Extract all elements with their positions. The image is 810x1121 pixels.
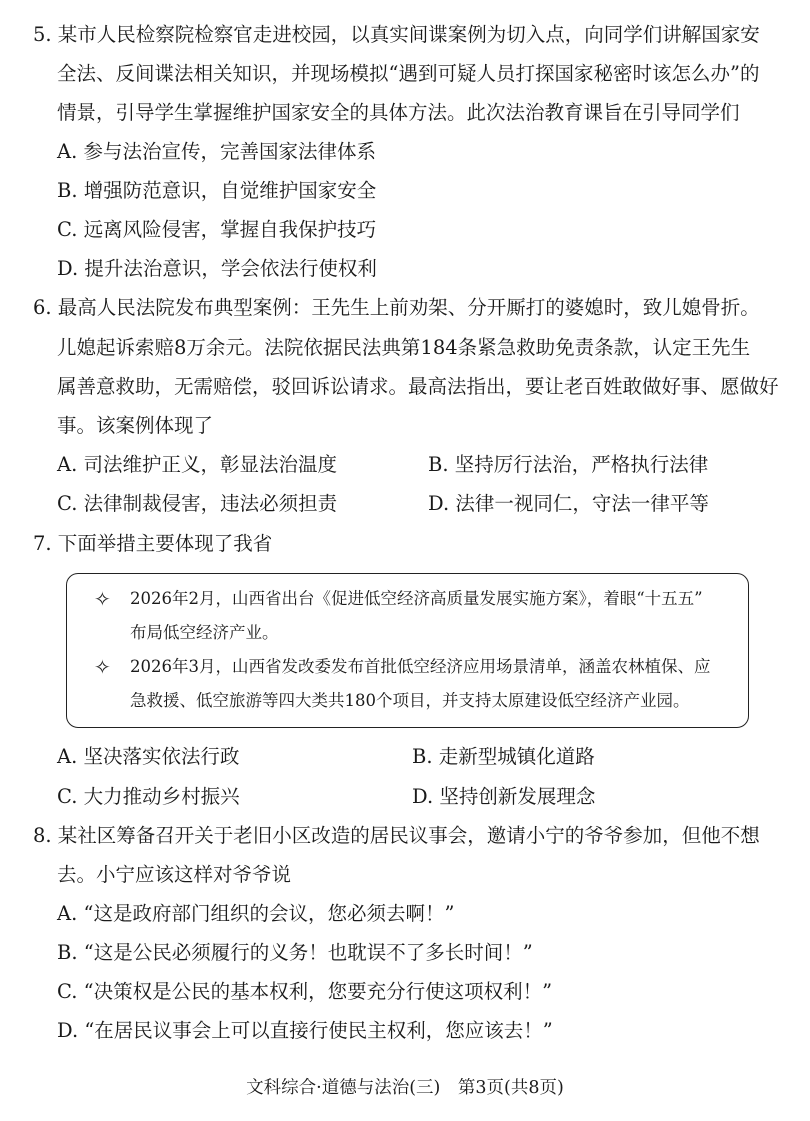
q7-option-d: D. 坚持创新发展理念 (412, 785, 596, 808)
q7-box-item-2-line-2: 急救援、低空旅游等四大类共180个项目，并支持太原建设低空经济产业园。 (130, 691, 690, 710)
q8-stem-line-2: 去。小宁应该这样对爷爷说 (57, 863, 292, 886)
q7-stem: 7. 下面举措主要体现了我省 (33, 532, 273, 555)
q8-option-a: A. “这是政府部门组织的会议，您必须去啊！” (57, 902, 455, 925)
q8-option-b: B. “这是公民必须履行的义务！也耽误不了多长时间！” (57, 941, 533, 964)
q8-option-c: C. “决策权是公民的基本权利，您要充分行使这项权利！” (57, 980, 553, 1003)
q7-option-a: A. 坚决落实依法行政 (57, 745, 240, 768)
q6-stem-line-4: 事。该案例体现了 (57, 414, 214, 437)
q5-stem-line-3: 情景，引导学生掌握维护国家安全的具体方法。此次法治教育课旨在引导同学们 (57, 101, 740, 124)
q5-option-b: B. 增强防范意识，自觉维护国家安全 (57, 179, 377, 202)
page-footer: 文科综合·道德与法治(三) 第3页(共8页) (246, 1078, 564, 1098)
q7-box-item-2-line-1: 2026年3月，山西省发改委发布首批低空经济应用场景清单，涵盖农林植保、应 (130, 657, 711, 676)
q5-stem-line-1: 5. 某市人民检察院检察官走进校园，以真实间谍案例为切入点，向同学们讲解国家安 (33, 23, 760, 46)
diamond-bullet-icon: ✧ (94, 587, 111, 611)
q7-box-item-1-line-1: 2026年2月，山西省出台《促进低空经济高质量发展实施方案》，着眼“十五五” (130, 589, 703, 608)
q6-stem-line-3: 属善意救助，无需赔偿，驳回诉讼请求。最高法指出，要让老百姓敢做好事、愿做好 (57, 375, 779, 398)
q7-box-item-1-line-2: 布局低空经济产业。 (130, 623, 279, 642)
q6-option-d: D. 法律一视同仁，守法一律平等 (428, 492, 709, 515)
q8-stem-line-1: 8. 某社区筹备召开关于老旧小区改造的居民议事会，邀请小宁的爷爷参加，但他不想 (33, 824, 760, 847)
q8-option-d: D. “在居民议事会上可以直接行使民主权利，您应该去！” (57, 1019, 553, 1042)
q7-option-b: B. 走新型城镇化道路 (412, 745, 595, 768)
q5-option-c: C. 远离风险侵害，掌握自我保护技巧 (57, 218, 377, 241)
q6-stem-line-2: 儿媳起诉索赔8万余元。法院依据民法典第184条紧急救助免责条款，认定王先生 (57, 336, 751, 359)
q5-stem-line-2: 全法、反间谍法相关知识，并现场模拟“遇到可疑人员打探国家秘密时该怎么办”的 (57, 62, 760, 85)
q5-option-a: A. 参与法治宣传，完善国家法律体系 (57, 140, 376, 163)
q6-option-c: C. 法律制裁侵害，违法必须担责 (57, 492, 338, 515)
q7-option-c: C. 大力推动乡村振兴 (57, 785, 240, 808)
q5-option-d: D. 提升法治意识，学会依法行使权利 (57, 257, 377, 280)
q6-option-a: A. 司法维护正义，彰显法治温度 (57, 453, 337, 476)
diamond-bullet-icon: ✧ (94, 655, 111, 679)
q6-option-b: B. 坚持厉行法治，严格执行法律 (428, 453, 709, 476)
q6-stem-line-1: 6. 最高人民法院发布典型案例：王先生上前劝架、分开厮打的婆媳时，致儿媳骨折。 (33, 296, 760, 319)
